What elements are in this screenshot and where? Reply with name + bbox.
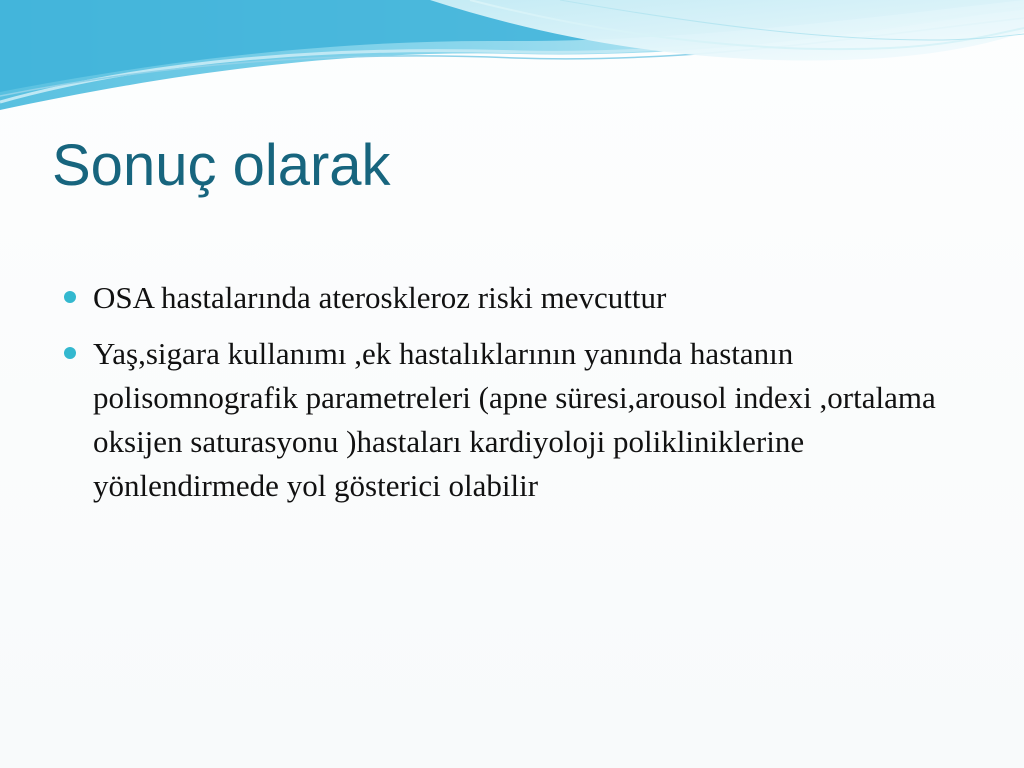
wave-header-decoration	[0, 0, 1024, 120]
bullet-item	[64, 276, 964, 320]
bullet-text: Yaş,sigara kullanımı ,ek hastalıklarının yanında hastanın polisomnografik parametreleri (apne süresi,arousol indexi ,ortalama oksijen saturasyonu )hastaları kardiyoloji polikliniklerine yönlendirmede yol gösterici olabilir	[93, 336, 936, 503]
bullet-item	[64, 332, 964, 508]
slide-title: Sonuç olarak	[52, 133, 391, 198]
circle-bullet-icon	[64, 291, 76, 303]
bullet-list	[64, 276, 964, 520]
circle-bullet-icon	[64, 347, 76, 359]
bullet-text: OSA hastalarında ateroskleroz riski mevcuttur	[93, 280, 667, 315]
